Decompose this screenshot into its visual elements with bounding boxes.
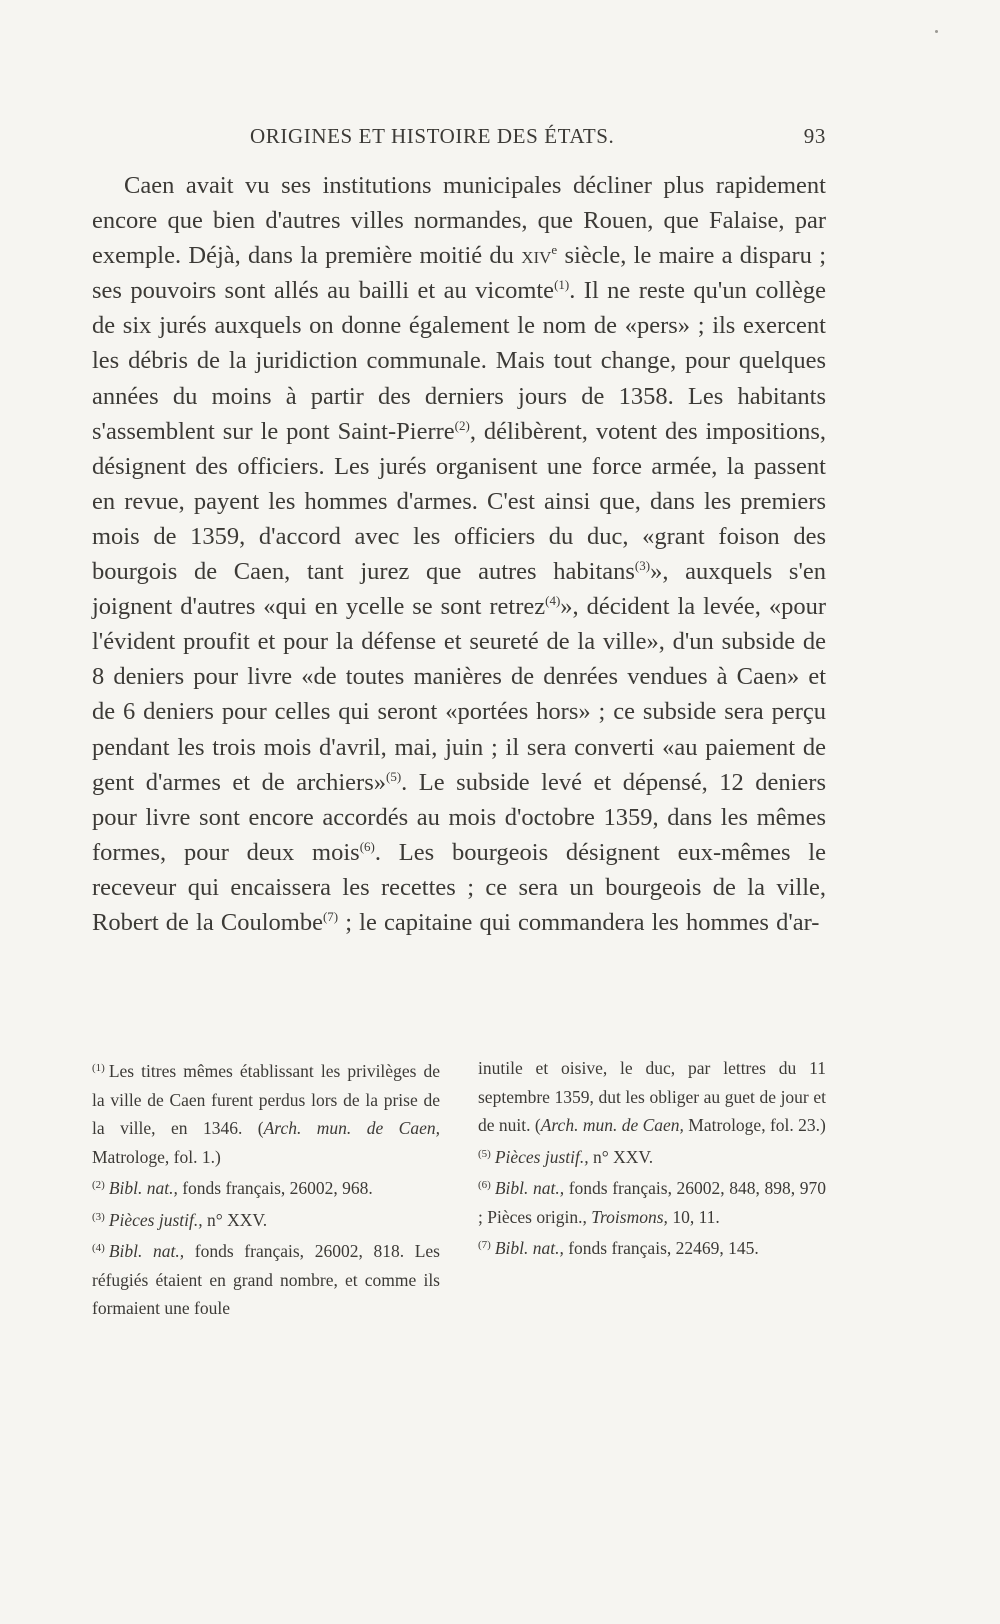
text-run: Caen avait vu ses institutions municipales décliner plus rapidement encore que bien d'autres villes normandes, que Rouen, que Falaise, par exemple. Déjà, dans la première moitié du	[92, 172, 826, 270]
footnote-source: Arch. mun. de Caen,	[263, 1118, 441, 1138]
footnote-number: (4)	[92, 1242, 105, 1254]
footnote-source: Arch. mun. de Caen,	[540, 1115, 684, 1135]
running-header	[250, 124, 826, 156]
footnote-source: Pièces justif.,	[494, 1146, 589, 1167]
text-run: . Il ne reste qu'un collège de six jurés auxquels on donne également le nom de «pers» ; ils exercent les débris de la juridiction communale. Mais tout change, pour quelques années du moins à partir des derniers jours de 1358. Les habitants s'assemblent sur le pont Saint-Pierre	[92, 277, 826, 445]
body-paragraph	[92, 168, 826, 940]
footnote-text: 10, 11.	[667, 1206, 720, 1227]
footnote-text: fonds français, 26002, 848, 898, 970 ; Pièces origin.,	[478, 1178, 826, 1227]
footnote-text: Matrologe, fol. 23.)	[683, 1115, 826, 1135]
footnote-marker-4: (4)	[545, 593, 561, 609]
footnote-number: (2)	[92, 1179, 105, 1191]
footnote-1	[92, 1054, 440, 1171]
footnote-marker-3: (3)	[634, 558, 651, 574]
main-text	[92, 168, 826, 940]
footnote-7	[478, 1231, 826, 1263]
footnote-6	[478, 1171, 826, 1231]
footnote-text: n° XXV.	[202, 1209, 268, 1230]
footnotes	[92, 1054, 826, 1323]
footnote-text: n° XXV.	[588, 1146, 654, 1167]
footnote-marker-1: (1)	[554, 277, 570, 293]
footnote-text: fonds français, 26002, 818. Les réfugiés étaient en grand nombre, et comme ils formaient une foule	[92, 1241, 440, 1318]
footnote-source: Troismons,	[591, 1206, 668, 1227]
text-run: ; le capitaine qui commandera les hommes d'ar-	[338, 908, 820, 936]
footnote-number: (5)	[478, 1147, 491, 1160]
footnotes-right-column	[478, 1054, 826, 1323]
text-run: . Le subside levé et dépensé, 12 deniers pour livre sont encore accordés au mois d'octobre 1359, dans les mêmes formes, pour deux mois	[92, 768, 827, 866]
footnote-source: Bibl. nat.,	[494, 1178, 565, 1198]
running-title: ORIGINES ET HISTOIRE DES ÉTATS.	[250, 124, 615, 148]
footnote-text: inutile et oisive, le duc, par lettres du 11 septembre 1359, dut les obliger au guet de jour et de nuit. (	[478, 1058, 826, 1135]
text-run: », décident la levée, «pour l'évident proufit et pour la défense et seureté de la ville», d'un subside de 8 deniers pour livre «de toutes manières de denrées vendues à Caen» et de 6 deniers pour celles qui seront «portées hors» ; ce subside sera perçu pendant les trois mois d'avril, mai, juin ; il sera converti «au paiement de gent d'armes et de archiers»	[92, 593, 826, 796]
footnote-number: (6)	[478, 1179, 491, 1191]
century-numeral: xiv	[521, 242, 552, 270]
footnote-text: Matrologe, fol. 1.)	[92, 1146, 221, 1167]
footnote-number: (3)	[92, 1210, 105, 1223]
text-run: », auxquels s'en joignent d'autres «qui en ycelle se sont retrez	[92, 558, 826, 621]
footnote-4	[92, 1234, 440, 1323]
footnote-4-continued	[478, 1054, 826, 1140]
text-run: . Les bourgeois désignent eux-mêmes le receveur qui encaissera les recettes ; ce sera un bourgeois de la ville, Robert de la Coulombe	[92, 838, 826, 936]
text-run: siècle, le maire a disparu ; ses pouvoirs sont allés au bailli et au vicomte	[92, 242, 827, 305]
footnote-marker-6: (6)	[359, 838, 375, 854]
footnote-source: Bibl. nat.,	[494, 1238, 564, 1258]
footnote-marker-2: (2)	[454, 417, 470, 433]
footnote-5	[478, 1140, 826, 1172]
footnote-marker-5: (5)	[386, 768, 402, 784]
footnote-number: (1)	[92, 1062, 105, 1074]
page-number: 93	[803, 124, 826, 148]
footnote-text: Les titres mêmes établissant les privilèges de la ville de Caen furent perdus lors de la prise de la ville, en 1346. (	[92, 1061, 440, 1138]
footnote-text: fonds français, 26002, 968.	[177, 1178, 373, 1198]
text-run: , délibèrent, votent des impositions, désignent des officiers. Les jurés organisent une force armée, la passent en revue, payent les hommes d'armes. C'est ainsi que, dans les premiers mois de 1359, d'accord avec les officiers du duc, «grant foison des bourgois de Caen, tant jurez que autres habitans	[92, 417, 827, 586]
footnote-2	[92, 1171, 440, 1203]
footnote-3	[92, 1203, 440, 1235]
footnotes-left-column	[92, 1054, 440, 1323]
footnote-source: Bibl. nat.,	[108, 1178, 178, 1198]
ordinal-suffix: e	[551, 242, 558, 258]
footnote-marker-7: (7)	[322, 908, 339, 924]
footnote-text: fonds français, 22469, 145.	[563, 1238, 759, 1258]
paper-speck	[935, 30, 938, 33]
footnote-source: Pièces justif.,	[108, 1209, 203, 1230]
footnote-source: Bibl. nat.,	[108, 1241, 185, 1261]
footnote-number: (7)	[478, 1239, 491, 1251]
